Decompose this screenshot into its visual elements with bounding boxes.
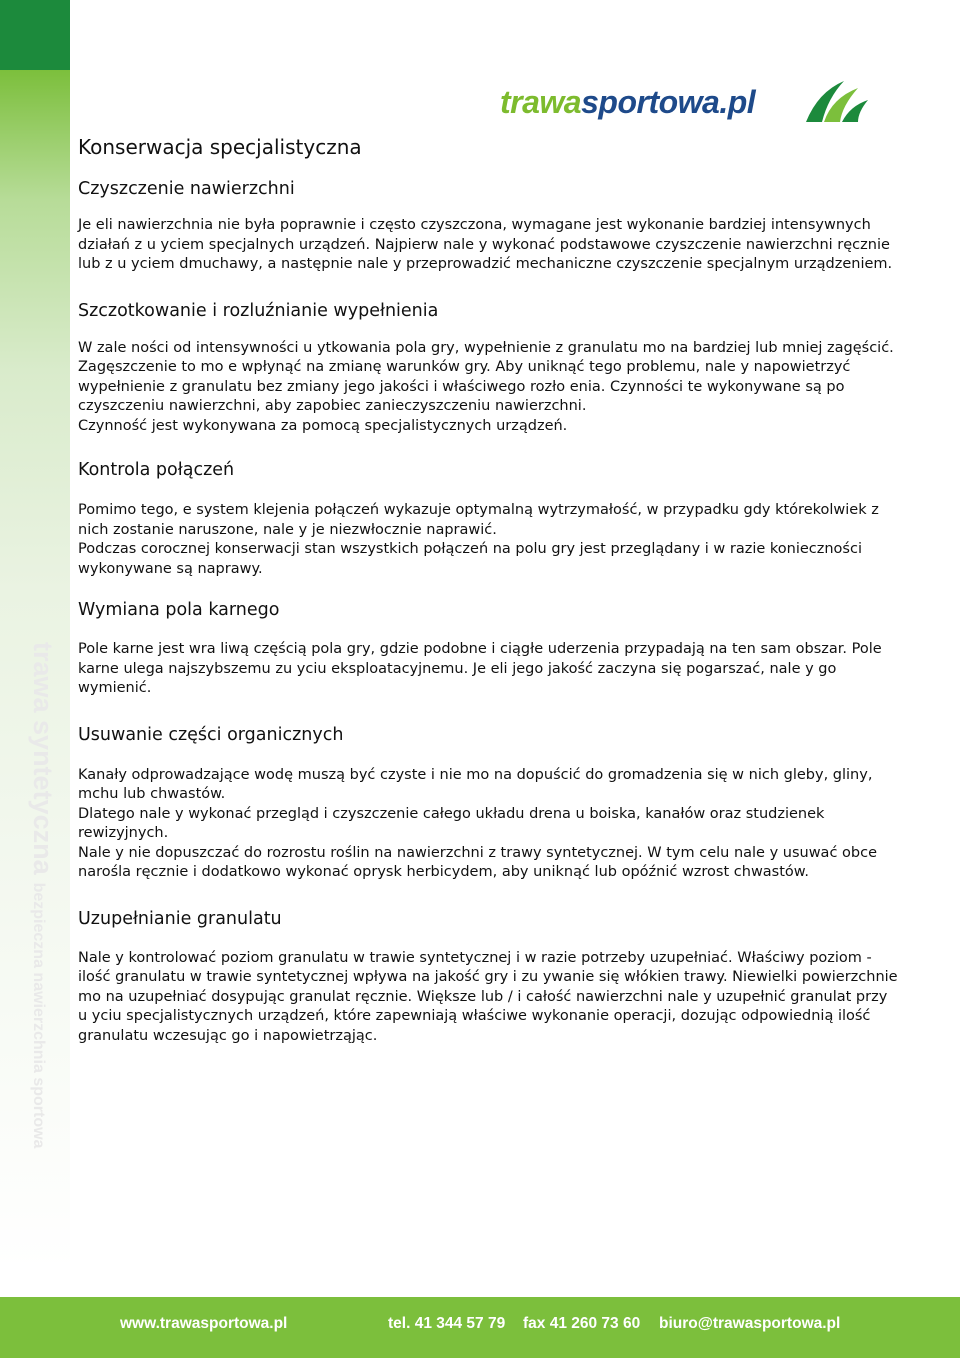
brand-logo: [500, 78, 870, 126]
section-paragraph: Nale y kontrolować poziom granulatu w trawie syntetycznej i w razie potrzeby uzupełniać. Właściwy poziom - ilość granulatu w trawie syntetycznej wpływa na jakość gry i zu ywanie się włókien trawy. Niewielki powierzchnie mo na uzupełniać dosypując granulat ręcznie. Większe lub / i całość nawierzchni nale y uzupełnić granulat przy u yciu specjalistycznych urządzeń, które zapewniają właściwe wykonanie operacji, dozując odpowiednią ilość granulatu wczesując go i napowietrząjąc.: [78, 949, 898, 1044]
footer-phone: tel. 41 344 57 79: [388, 1315, 506, 1332]
section-wymiana: [78, 597, 898, 699]
section-paragraph: Nale y nie dopuszczać do rozrostu roślin na nawierzchni z trawy syntetycznej. W tym celu nale y usuwać obce narośla ręcznie i dodatkowo wykonać oprysk herbicydem, aby uniknąć lub opóźnić wzrost chwastów.: [78, 844, 877, 880]
page-title: Konserwacja specjalistyczna: [78, 135, 362, 159]
footer-email-link[interactable]: biuro@trawasportowa.pl: [659, 1315, 841, 1332]
section-heading: Wymiana pola karnego: [78, 600, 280, 620]
section-paragraph: Je eli nawierzchnia nie była poprawnie i często czyszczona, wymagane jest wykonanie bardziej intensywnych działań z u yciem specjalnych urządzeń. Najpierw nale y wykonać podstawowe czyszczenie nawierzchni ręcznie lub z u yciem dmuchawy, a następnie nale y przeprowadzić mechaniczne czyszczenie specjalnym urządzeniem.: [78, 217, 893, 272]
logo-text-part2: sportowa.pl: [581, 84, 756, 120]
side-slogan-main: trawa syntetyczna: [28, 642, 58, 875]
footer-fax: fax 41 260 73 60: [523, 1315, 641, 1332]
logo-text-part1: trawa: [500, 84, 582, 120]
section-szczotkowanie: [78, 298, 898, 437]
section-czyszczenie: [78, 176, 898, 275]
section-paragraph: Czynność jest wykonywana za pomocą specjalistycznych urządzeń.: [78, 417, 568, 434]
section-heading: Uzupełnianie granulatu: [78, 908, 282, 929]
section-kontrola: [78, 457, 898, 579]
section-heading: Szczotkowanie i rozluźnianie wypełnienia: [78, 300, 439, 321]
section-usuwanie: [78, 722, 898, 883]
contact-footer: [0, 1297, 960, 1358]
section-paragraph: Kanały odprowadzające wodę muszą być czyste i nie mo na dopuścić do gromadzenia się w nich gleby, gliny, mchu lub chwastów.: [78, 766, 873, 802]
grass-leaf-icon: [800, 78, 870, 126]
section-uzupelnianie: [78, 906, 898, 1047]
document-content: [78, 131, 898, 1046]
footer-website-link[interactable]: www.trawasportowa.pl: [120, 1315, 288, 1332]
side-slogan-sub: bezpieczna nawierzchnia sportowa: [30, 882, 47, 1149]
section-heading: Czyszczenie nawierzchni: [78, 179, 295, 199]
section-paragraph: Podczas corocznej konserwacji stan wszystkich połączeń na polu gry jest przeglądany i w razie konieczności wykonywane są naprawy.: [78, 541, 862, 577]
corner-square: [0, 0, 70, 70]
section-paragraph: Pole karne jest wra liwą częścią pola gry, gdzie podobne i ciągłe uderzenia przypadają na ten sam obszar. Pole karne ulega najszybszemu zu yciu eksploatacyjnemu. Je eli jego jakość zaczyna się pogarszać, nale y go wymienić.: [78, 641, 882, 696]
section-heading: Kontrola połączeń: [78, 460, 235, 480]
section-paragraph: Pomimo tego, e system klejenia połączeń wykazuje optymalną wytrzymałość, w przypadku gdy którekolwiek z nich zostanie naruszone, nale y je niezwłocznie naprawić.: [78, 502, 879, 538]
section-heading: Usuwanie części organicznych: [78, 724, 344, 745]
side-vertical-slogan: [26, 642, 60, 1222]
section-paragraph: Dlatego nale y wykonać przegląd i czyszczenie całego układu drena u boiska, kanałów oraz studzienek rewizyjnych.: [78, 805, 825, 841]
section-paragraph: W zale ności od intensywności u ytkowania pola gry, wypełnienie z granulatu mo na bardziej lub mniej zagęścić. Zagęszczenie to mo e wpłynąć na zmianę warunków gry. Aby uniknąć tego problemu, nale y napowietrzyć wypełnienie z granulatu bez zmiany jego jakości i właściwego rozło enia. Czynności te wykonywane są po czyszczeniu nawierzchni, aby zapobiec zanieczyszczeniu nawierzchni.: [78, 339, 894, 414]
